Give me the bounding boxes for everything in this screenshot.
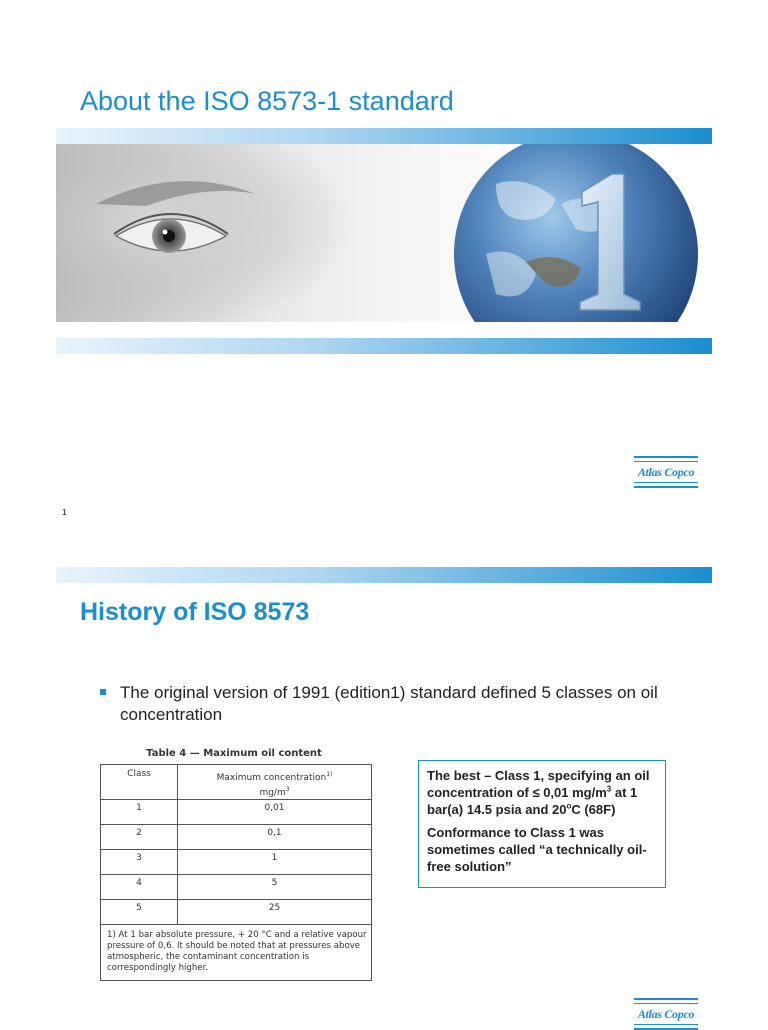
slide-title: History of ISO 8573 [80,598,310,626]
callout-text-a: The best – Class 1, specifying an oil concentration of ≤ 0,01 mg/m [427,768,650,800]
callout-text-c: C (68F) [571,802,616,817]
slide-title: About the ISO 8573-1 standard [80,86,454,116]
class-cell: 1 [101,800,178,825]
callout-paragraph-1 [427,767,657,818]
value-cell: 5 [178,875,372,900]
callout-superscript: 3 [606,784,612,794]
page-number: 1 [62,508,67,517]
top-band [56,128,712,144]
table-row [101,900,372,925]
slide-2 [0,560,768,1024]
top-band [56,567,712,583]
callout-text-b: at 1 bar(a) 14.5 psia and 20 [427,785,638,817]
callout-paragraph-2: Conformance to Class 1 was sometimes called “a technically oil-free solution” [427,825,647,874]
class-1-callout [418,760,666,888]
table-footnote: 1) At 1 bar absolute pressure, + 20 °C and a relative vapour pressure of 0,6. It should be noted that at pressures above atmospheric, the contaminant concentration is correspondingly higher. [101,925,372,981]
value-cell: 0,01 [178,800,372,825]
hero-image [56,144,712,322]
table-row [101,825,372,850]
table-footnote-row [101,925,372,981]
header-footnote-mark: 1) [326,771,333,778]
value-cell: 0,1 [178,825,372,850]
header-unit: mg/m [259,788,286,798]
atlas-copco-logo: Atlas Copco [634,998,698,1030]
bottom-band [56,338,712,354]
table-title: Table 4 — Maximum oil content [146,748,322,759]
header-unit-exponent: 3 [285,786,290,793]
header-max-concentration-label: Maximum concentration [216,773,327,783]
header-max-concentration [178,765,372,800]
eye-globe-illustration [56,144,712,322]
class-cell: 3 [101,850,178,875]
bullet-text: The original version of 1991 (edition1) standard defined 5 classes on oil concentration [120,683,658,724]
table-row [101,850,372,875]
bullet-item [100,682,700,726]
table-header-row [101,765,372,800]
table-row [101,800,372,825]
value-cell: 1 [178,850,372,875]
value-cell: 25 [178,900,372,925]
oil-content-table-scan [96,748,382,980]
class-cell: 5 [101,900,178,925]
bullet-square-icon [100,689,106,695]
atlas-copco-logo: Atlas Copco [634,456,698,488]
table-row [101,875,372,900]
callout-degree: o [566,801,572,811]
header-class: Class [101,765,178,800]
class-cell: 2 [101,825,178,850]
oil-content-table [100,764,372,981]
class-cell: 4 [101,875,178,900]
